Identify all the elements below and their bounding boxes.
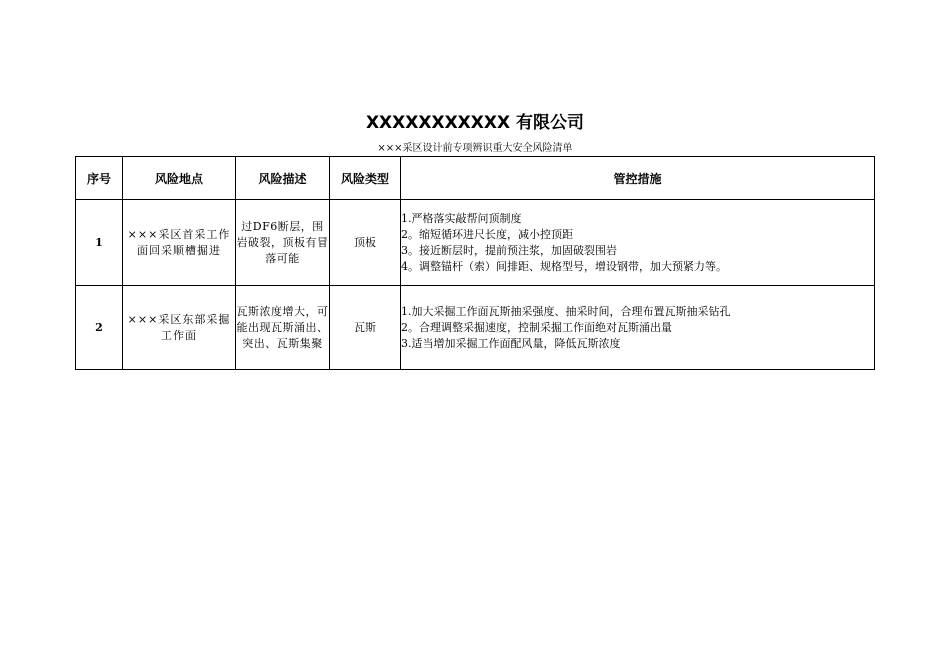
document-title: XXXXXXXXXXX 有限公司 [365,113,585,133]
measure-item: 1.加大采掘工作面瓦斯抽采强度、抽采时间，合理布置瓦斯抽采钻孔 [401,304,731,318]
measure-item: 1.严格落实敲帮问顶制度 [401,211,522,225]
header-description: 风险描述 [236,157,330,200]
table-row [76,200,875,286]
control-measures [401,286,875,370]
risk-location: ×××采区首采工作面回采顺槽掘进 [123,200,236,286]
measure-item: 3.适当增加采掘工作面配风量，降低瓦斯浓度 [401,336,621,350]
measure-item: 4。调整锚杆（索）间排距、规格型号，增设钢带，加大预紧力等。 [401,259,727,273]
measure-item: 2。合理调整采掘速度，控制采掘工作面绝对瓦斯涌出量 [401,320,672,334]
row-number: 1 [76,200,123,286]
table-row [76,286,875,370]
header-seq: 序号 [76,157,123,200]
header-location: 风险地点 [123,157,236,200]
risk-type: 瓦斯 [330,286,401,370]
table-header-row [76,157,875,200]
header-measures: 管控措施 [401,157,875,200]
row-number: 2 [76,286,123,370]
document-subtitle: ×××采区设计前专项辨识重大安全风险清单 [377,143,573,154]
risk-location: ×××采区东部采掘工作面 [123,286,236,370]
control-measures [401,200,875,286]
risk-type: 顶板 [330,200,401,286]
risk-description: 过DF6断层，围岩破裂，顶板有冒落可能 [236,200,330,286]
risk-table [75,156,875,370]
risk-description: 瓦斯浓度增大，可能出现瓦斯涌出、突出、瓦斯集聚 [236,286,330,370]
measure-item: 3。接近断层时，提前预注浆，加固破裂围岩 [401,243,617,257]
measure-item: 2。缩短循环进尺长度，减小控顶距 [401,227,573,241]
header-type: 风险类型 [330,157,401,200]
